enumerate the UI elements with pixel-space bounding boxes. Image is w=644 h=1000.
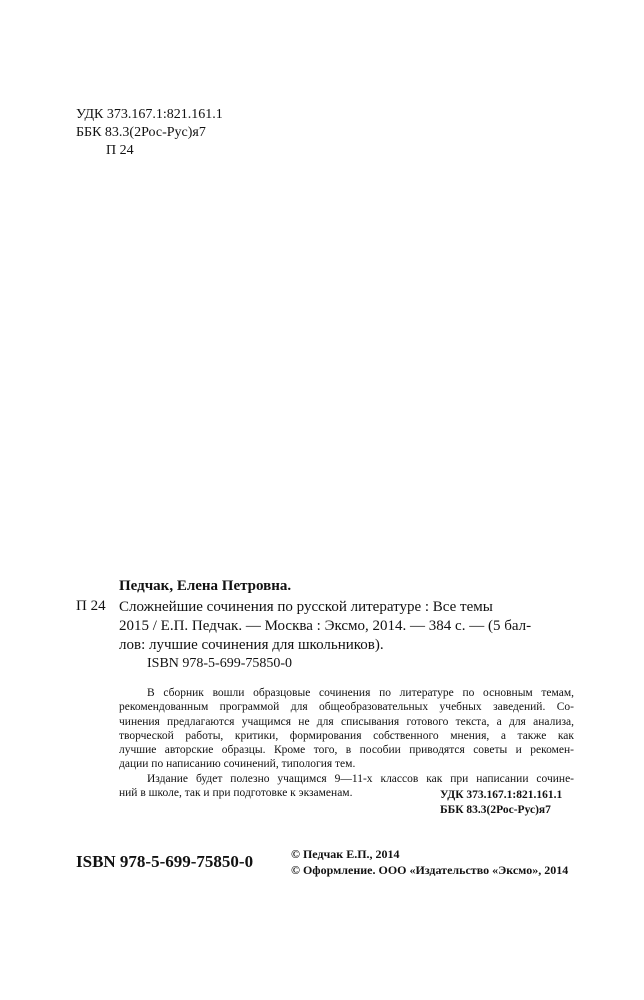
annotation-line: ний в школе, так и при подготовке к экзаменам. [119, 787, 353, 800]
bibliographic-line: лов: лучшие сочинения для школьников). [119, 637, 384, 653]
annotation-paragraph [119, 686, 574, 772]
record-isbn: ISBN 978-5-699-75850-0 [147, 656, 293, 671]
bibliographic-line: 2015 / Е.П. Педчак. — Москва : Эксмо, 2014. — 384 с. — (5 бал- [119, 618, 532, 634]
bbk-code-bottom: ББК 83.3(2Рос-Рус)я7 [440, 804, 551, 816]
udk-code-bottom: УДК 373.167.1:821.161.1 [440, 789, 563, 801]
annotation-line: творческой работы, критики, формирования собственного мнения, а также как [119, 729, 574, 742]
top-classification-codes [76, 106, 223, 160]
bibliographic-description [119, 598, 579, 655]
author-name: Педчак, Елена Петровна. [119, 578, 292, 594]
annotation-line: В сборник вошли образцовые сочинения по литературе по основным темам, [147, 687, 574, 699]
annotation-line: лучшие авторские образцы. Кроме того, в пособии приводятся советы и рекомен- [119, 744, 574, 757]
udk-code: УДК 373.167.1:821.161.1 [76, 107, 223, 122]
bbk-code: ББК 83.3(2Рос-Рус)я7 [76, 125, 206, 140]
bibliographic-line: Сложнейшие сочинения по русской литературе : Все темы [119, 599, 493, 615]
annotation [119, 686, 574, 800]
record-cipher: П 24 [76, 598, 106, 614]
annotation-line: дации по написанию сочинений, типология тем. [119, 758, 356, 771]
copyright-block [291, 846, 568, 878]
author-cipher: П 24 [106, 143, 134, 158]
annotation-line: чинения предлагаются учащимся не для списывания готового текста, а для анализа, [119, 715, 574, 728]
footer-isbn: ISBN 978-5-699-75850-0 [76, 852, 254, 871]
annotation-line: Издание будет полезно учащимся 9—11-х классов как при написании сочине- [147, 772, 574, 785]
annotation-line: рекомендованным программой для общеобразовательных учебных заведений. Со- [119, 701, 574, 714]
copyright-design: © Оформление. ООО «Издательство «Эксмо», 2014 [291, 863, 569, 877]
bottom-classification-codes [440, 788, 562, 818]
copyright-author: © Педчак Е.П., 2014 [291, 847, 400, 861]
